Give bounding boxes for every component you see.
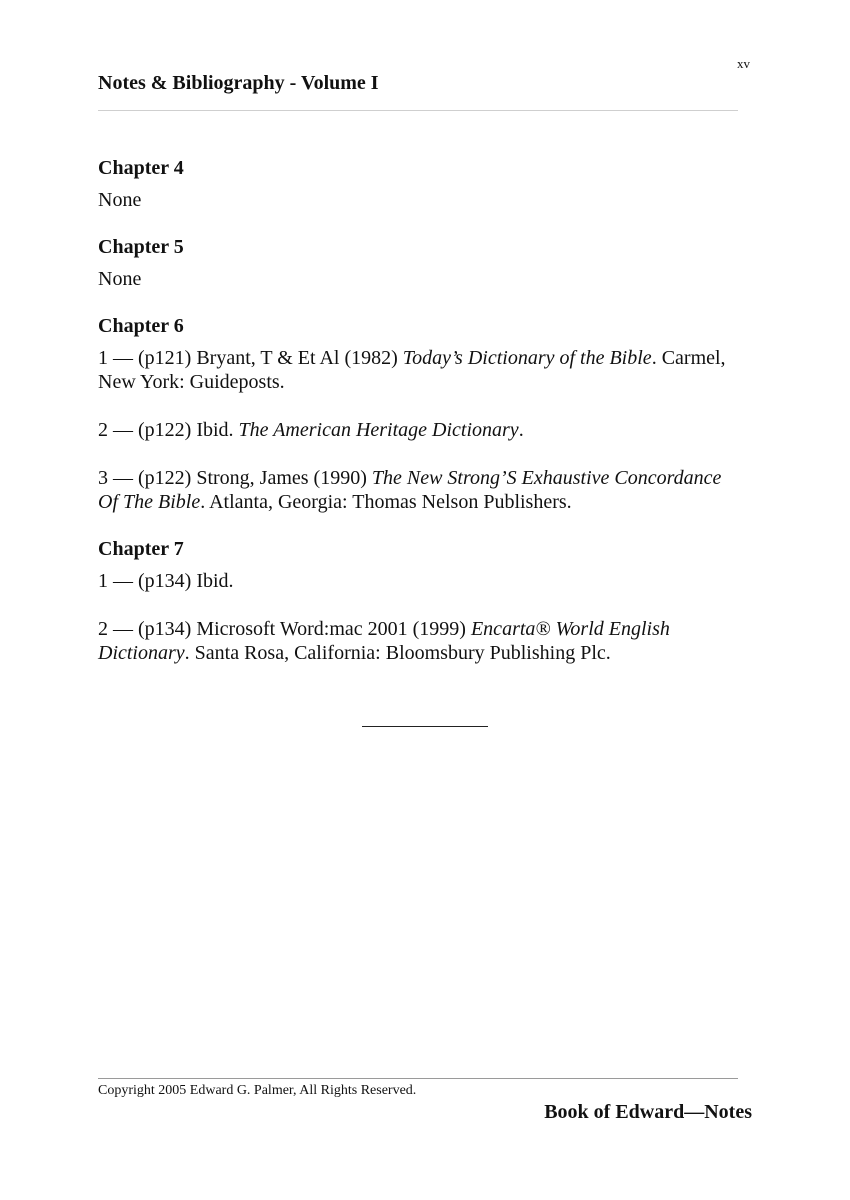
bibliography-note	[98, 346, 738, 394]
chapter-heading: Chapter 7	[98, 538, 184, 560]
note-work-title: Encarta® World English Dictionary	[98, 618, 670, 664]
header-rule	[98, 110, 738, 111]
note-text: . Atlanta, Georgia: Thomas Nelson Publishers.	[200, 491, 572, 513]
note-work-title: The American Heritage Dictionary	[238, 419, 519, 441]
footer-rule	[98, 1078, 738, 1079]
chapter-text: None	[98, 189, 142, 211]
bibliography-note	[98, 569, 738, 593]
chapter-4-section	[98, 156, 738, 212]
notes-content	[98, 156, 738, 688]
bibliography-note	[98, 466, 738, 514]
book-title: Book of Edward—Notes	[544, 1101, 752, 1123]
copyright-notice: Copyright 2005 Edward G. Palmer, All Rights Reserved.	[98, 1083, 417, 1098]
note-work-title: Today’s Dictionary of the Bible	[402, 347, 652, 369]
note-work-title: The New Strong’S Exhaustive Concordance Of The Bible	[98, 467, 722, 513]
note-text: 2 — (p134) Microsoft Word:mac 2001 (1999)	[98, 618, 471, 640]
bibliography-note	[98, 617, 738, 665]
bibliography-note	[98, 418, 738, 442]
note-text: .	[518, 419, 524, 441]
page-number: xv	[737, 56, 750, 71]
note-text: . Santa Rosa, California: Bloomsbury Publishing Plc.	[184, 642, 611, 664]
chapter-heading: Chapter 6	[98, 315, 184, 337]
running-header: Notes & Bibliography - Volume I	[98, 72, 379, 94]
chapter-text: None	[98, 268, 142, 290]
chapter-heading: Chapter 5	[98, 236, 184, 258]
chapter-7-section	[98, 537, 738, 665]
section-end-rule	[362, 726, 488, 727]
chapter-5-section	[98, 235, 738, 291]
note-text: 1 — (p121) Bryant, T & Et Al (1982)	[98, 347, 403, 369]
note-text: 2 — (p122) Ibid.	[98, 419, 239, 441]
note-text: 1 — (p134) Ibid.	[98, 570, 234, 592]
chapter-6-section	[98, 314, 738, 514]
note-text: . Carmel, New York: Guideposts.	[98, 347, 726, 393]
note-text: 3 — (p122) Strong, James (1990)	[98, 467, 372, 489]
chapter-heading: Chapter 4	[98, 157, 184, 179]
